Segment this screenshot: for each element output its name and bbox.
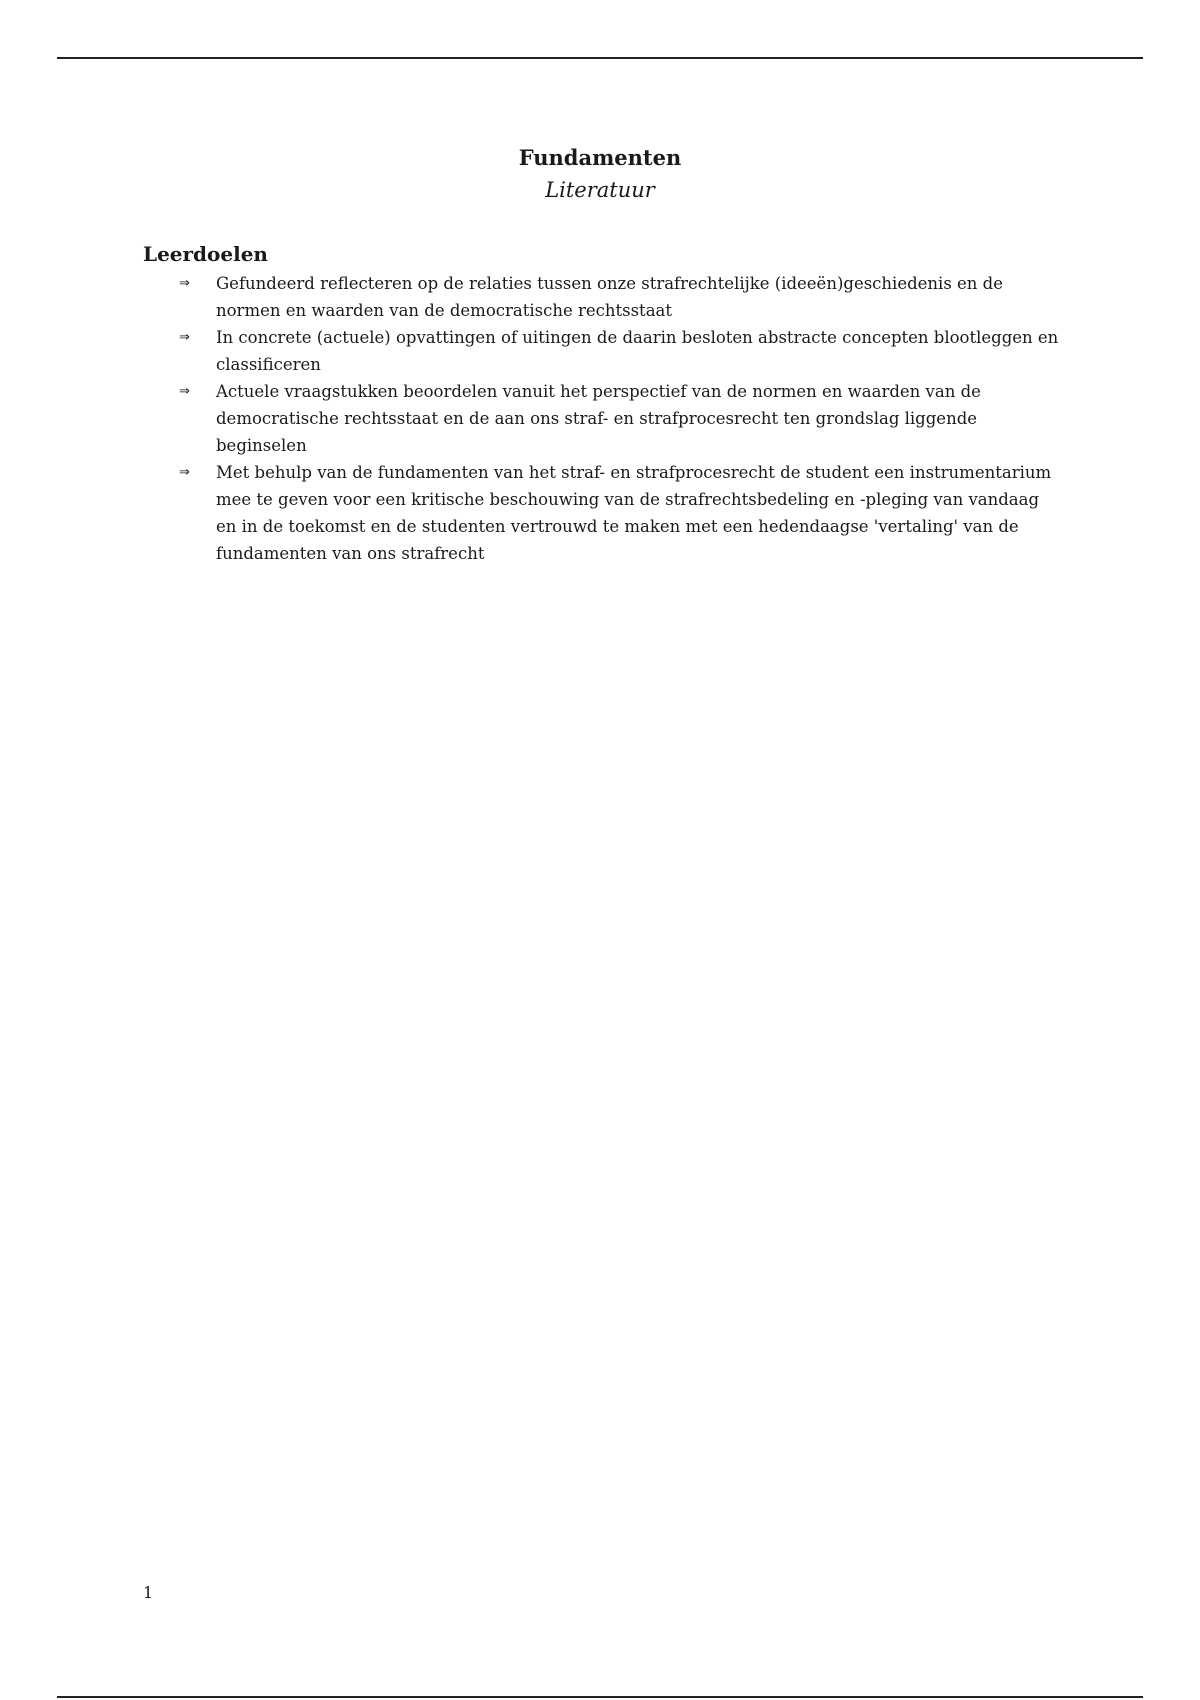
header-rule bbox=[57, 57, 1143, 59]
footer-rule bbox=[57, 1696, 1143, 1698]
double-arrow-right-icon: ⇒ bbox=[179, 465, 190, 480]
list-item-text: Actuele vraagstukken beoordelen vanuit het perspectief van de normen en waarden van de democratische rechtsstaat en de aan ons straf- en strafprocesrecht ten grondslag liggende beginselen bbox=[216, 382, 981, 455]
document-title: Fundamenten bbox=[518, 145, 682, 170]
list-item-text: In concrete (actuele) opvattingen of uitingen de daarin besloten abstracte concepten blootleggen en classificeren bbox=[216, 328, 1059, 374]
list-item bbox=[143, 270, 1063, 324]
list-item-text: Gefundeerd reflecteren op de relaties tussen onze strafrechtelijke (ideeën)geschiedenis en de normen en waarden van de democratische rechtsstaat bbox=[216, 274, 1003, 320]
learning-goals-list bbox=[143, 270, 1063, 567]
double-arrow-right-icon: ⇒ bbox=[179, 276, 190, 291]
section-heading-leerdoelen: Leerdoelen bbox=[143, 242, 268, 266]
document-subtitle: Literatuur bbox=[545, 178, 655, 202]
list-item bbox=[143, 324, 1063, 378]
double-arrow-right-icon: ⇒ bbox=[179, 330, 190, 345]
double-arrow-right-icon: ⇒ bbox=[179, 384, 190, 399]
list-item bbox=[143, 378, 1063, 459]
page-number: 1 bbox=[143, 1583, 154, 1602]
list-item bbox=[143, 459, 1063, 567]
list-item-text: Met behulp van de fundamenten van het straf- en strafprocesrecht de student een instrumentarium mee te geven voor een kritische beschouwing van de strafrechtsbedeling en -pleging van vandaag en in de toekomst en de studenten vertrouwd te maken met een hedendaagse 'vertaling' van de fundamenten van ons strafrecht bbox=[216, 463, 1052, 563]
